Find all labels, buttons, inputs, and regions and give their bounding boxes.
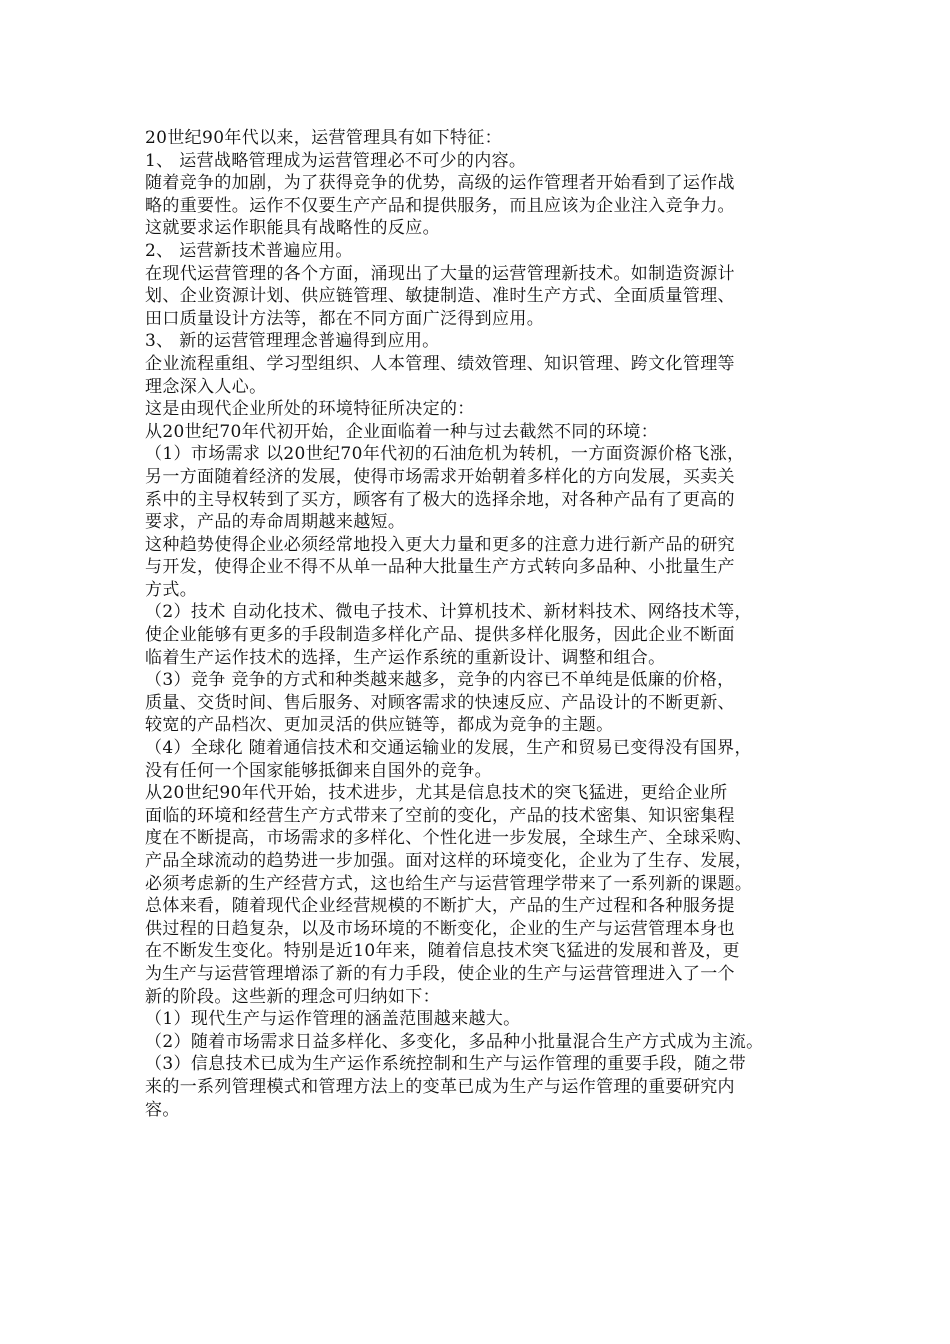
text-line: 要求，产品的寿命周期越来越短。 <box>145 512 406 533</box>
text-line: 系中的主导权转到了买方，顾客有了极大的选择余地，对各种产品有了更高的 <box>145 489 735 510</box>
text-line: （3）竞争 竞争的方式和种类越来越多，竞争的内容已不单纯是低廉的价格， <box>145 670 735 691</box>
text-line: （1）市场需求 以20世纪70年代初的石油危机为转机，一方面资源价格飞涨， <box>145 444 745 465</box>
text-line: 1、 运营战略管理成为运营管理必不可少的内容。 <box>145 150 527 171</box>
text-line: 面临的环境和经营生产方式带来了空前的变化，产品的技术密集、知识密集程 <box>145 805 735 826</box>
text-line: 来的一系列管理模式和管理方法上的变革已成为生产与运作管理的重要研究内 <box>145 1076 735 1097</box>
text-line: 这就要求运作职能具有战略性的反应。 <box>145 218 440 239</box>
text-line: 理念深入人心。 <box>145 376 267 397</box>
text-line: 略的重要性。运作不仅要生产产品和提供服务，而且应该为企业注入竞争力。 <box>145 195 735 216</box>
text-line: 田口质量设计方法等，都在不同方面广泛得到应用。 <box>145 308 545 329</box>
text-line: （4）全球化 随着通信技术和交通运输业的发展，生产和贸易已变得没有国界， <box>145 738 752 759</box>
text-line: 质量、交货时间、售后服务、对顾客需求的快速反应、产品设计的不断更新、 <box>145 692 735 713</box>
text-line: 3、 新的运营管理理念普遍得到应用。 <box>145 331 440 352</box>
text-line: 必须考虑新的生产经营方式，这也给生产与运营管理学带来了一系列新的课题。 <box>145 873 753 894</box>
text-line: 没有任何一个国家能够抵御来自国外的竞争。 <box>145 760 492 781</box>
text-line: 度在不断提高，市场需求的多样化、个性化进一步发展，全球生产、全球采购、 <box>145 828 753 849</box>
text-line: 临着生产运作技术的选择，生产运作系统的重新设计、调整和组合。 <box>145 647 666 668</box>
text-line: 在不断发生变化。特别是近10年来，随着信息技术突飞猛进的发展和普及，更 <box>145 941 740 962</box>
text-line: 为生产与运营管理增添了新的有力手段，使企业的生产与运营管理进入了一个 <box>145 963 735 984</box>
text-line: 这是由现代企业所处的环境特征所决定的： <box>145 399 475 420</box>
text-line: 与开发，使得企业不得不从单一品种大批量生产方式转向多品种、小批量生产 <box>145 557 735 578</box>
text-line: 较宽的产品档次、更加灵活的供应链等，都成为竞争的主题。 <box>145 715 614 736</box>
text-line: 使企业能够有更多的手段制造多样化产品、提供多样化服务，因此企业不断面 <box>145 625 735 646</box>
text-line: （3）信息技术已成为生产运作系统控制和生产与运作管理的重要手段，随之带 <box>145 1054 747 1075</box>
text-line: 另一方面随着经济的发展，使得市场需求开始朝着多样化的方向发展，买卖关 <box>145 466 735 487</box>
text-line: 新的阶段。这些新的理念可归纳如下： <box>145 986 440 1007</box>
text-line: 这种趋势使得企业必须经常地投入更大力量和更多的注意力进行新产品的研究 <box>145 534 735 555</box>
text-line: 从20世纪90年代开始，技术进步，尤其是信息技术的突飞猛进，更给企业所 <box>145 783 728 804</box>
text-line: 随着竞争的加剧，为了获得竞争的优势，高级的运作管理者开始看到了运作战 <box>145 173 735 194</box>
text-line: 产品全球流动的趋势进一步加强。面对这样的环境变化，企业为了生存、发展， <box>145 851 753 871</box>
text-line: 容。 <box>145 1099 180 1120</box>
text-line: 20世纪90年代以来，运营管理具有如下特征： <box>145 128 502 148</box>
text-line: 供过程的日趋复杂，以及市场环境的不断变化，企业的生产与运营管理本身也 <box>145 918 735 939</box>
text-line: 总体来看，随着现代企业经营规模的不断扩大，产品的生产过程和各种服务提 <box>145 896 735 917</box>
text-line: 划、企业资源计划、供应链管理、敏捷制造、准时生产方式、全面质量管理、 <box>145 286 735 307</box>
text-line: 方式。 <box>145 579 198 600</box>
text-line: 2、 运营新技术普遍应用。 <box>145 240 353 261</box>
document-body <box>145 127 835 1121</box>
text-line: （1）现代生产与运作管理的涵盖范围越来越大。 <box>145 1009 521 1030</box>
text-line: 企业流程重组、学习型组织、人本管理、绩效管理、知识管理、跨文化管理等 <box>145 353 735 374</box>
text-line: （2）技术 自动化技术、微电子技术、计算机技术、新材料技术、网络技术等， <box>145 602 752 623</box>
text-line: （2）随着市场需求日益多样化、多变化，多品种小批量混合生产方式成为主流。 <box>145 1031 764 1052</box>
text-line: 从20世纪70年代初开始，企业面临着一种与过去截然不同的环境： <box>145 421 659 442</box>
text-line: 在现代运营管理的各个方面，涌现出了大量的运营管理新技术。如制造资源计 <box>145 263 735 284</box>
